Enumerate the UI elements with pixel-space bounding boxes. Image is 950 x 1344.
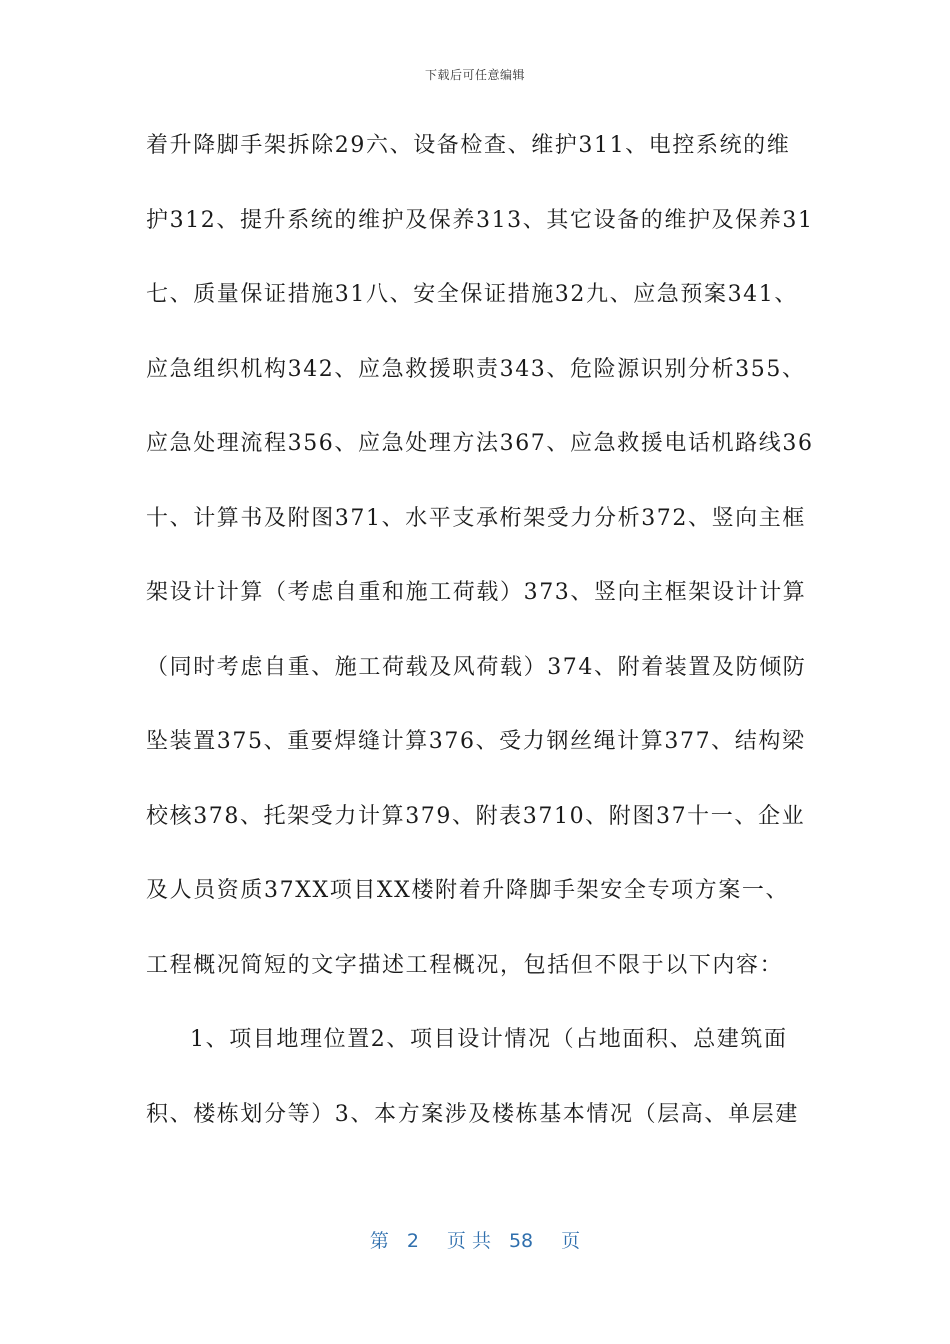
text-line-12: 工程概况简短的文字描述工程概况，包括但不限于以下内容： <box>146 952 784 978</box>
text-line-3: 七、质量保证措施31八、安全保证措施32九、应急预案341、 <box>146 282 798 307</box>
text-line-9: 坠装置375、重要焊缝计算376、受力钢丝绳计算377、结构梁 <box>146 729 806 754</box>
text-line-8: （同时考虑自重、施工荷载及风荷载）374、附着装置及防倾防 <box>146 654 807 680</box>
text-line-4: 应急组织机构342、应急救援职责343、危险源识别分析355、 <box>146 356 806 382</box>
text-line-6: 十、计算书及附图371、水平支承桁架受力分析372、竖向主框 <box>146 505 806 531</box>
body-text <box>146 118 814 1161</box>
footer-page-number: 2 <box>406 1230 419 1252</box>
text-line-13: 1、项目地理位置2、项目设计情况（占地面积、总建筑面 <box>190 1027 788 1052</box>
page-header: 下载后可任意编辑 <box>424 68 525 82</box>
text-line-2: 护312、提升系统的维护及保养313、其它设备的维护及保养31 <box>146 207 814 233</box>
text-line-11: 及人员资质37XX项目XX楼附着升降脚手架安全专项方案一、 <box>146 878 790 903</box>
footer-total-pages: 58 <box>508 1230 534 1252</box>
page-footer <box>0 1226 950 1253</box>
text-line-7: 架设计计算（考虑自重和施工荷载）373、竖向主框架设计计算 <box>146 580 807 605</box>
text-line-10: 校核378、托架受力计算379、附表3710、附图37十一、企业 <box>146 803 806 829</box>
text-line-14: 积、楼栋划分等）3、本方案涉及楼栋基本情况（层高、单层建 <box>146 1101 799 1127</box>
text-line-1: 着升降脚手架拆除29六、设备检查、维护311、电控系统的维 <box>146 133 791 158</box>
footer-suffix: 页 <box>561 1230 581 1252</box>
text-line-5: 应急处理流程356、应急处理方法367、应急救援电话机路线36 <box>146 431 814 456</box>
footer-middle: 页 共 <box>446 1230 491 1252</box>
footer-prefix: 第 <box>369 1230 389 1252</box>
